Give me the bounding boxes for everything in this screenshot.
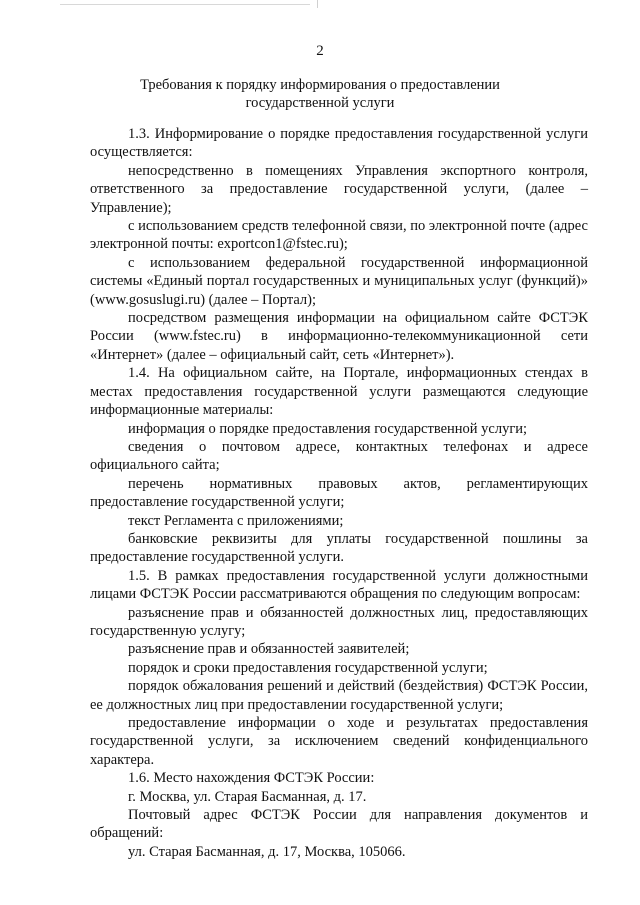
document-body [90, 125, 588, 861]
paragraph-applicant-rights: разъяснение прав и обязанностей заявителей; [128, 641, 410, 658]
paragraph-bank-details: банковские реквизиты для уплаты государственной пошлины за предоставление государственной услуги. [90, 530, 588, 566]
paragraph-appeal: порядок обжалования решений и действий (бездействия) ФСТЭК России, ее должностных лиц при предоставлении государственной услуги; [90, 678, 588, 713]
paragraph-city-address: г. Москва, ул. Старая Басманная, д. 17. [128, 788, 367, 805]
paragraph-contacts: сведения о почтовом адресе, контактных телефонах и адресе официального сайта; [90, 438, 588, 474]
section-title-line-2: государственной услуги [245, 95, 395, 111]
paragraph-portal: с использованием федеральной государственной информационной системы «Единый портал государственных и муниципальных услуг (функций)» (www.gosuslugi.ru) (далее – Портал); [90, 254, 588, 308]
paragraph-progress-info: предоставление информации о ходе и результатах предоставления государственной услуги, за исключением сведений конфиденциального характера. [90, 715, 588, 768]
paragraph-official-site: посредством размещения информации на официальном сайте ФСТЭК России (www.fstec.ru) в информационно-телекоммуникационной сети «Интернет» (далее – официальный сайт, сеть «Интернет»). [90, 310, 588, 363]
section-title [90, 76, 550, 112]
scan-edge-mark [317, 0, 318, 8]
scan-edge-line [60, 4, 310, 5]
paragraph-regulation-text: текст Регламента с приложениями; [128, 512, 344, 529]
paragraph-postal-address: ул. Старая Басманная, д. 17, Москва, 105066. [128, 843, 406, 860]
paragraph-official-rights: разъяснение прав и обязанностей должностных лиц, предоставляющих государственную услугу; [90, 604, 588, 639]
paragraph-1-6-location: 1.6. Место нахождения ФСТЭК России: [128, 770, 375, 787]
paragraph-1-5-intro: 1.5. В рамках предоставления государственной услуги должностными лицами ФСТЭК России рассматриваются обращения по следующим вопросам: [90, 567, 588, 603]
paragraph-procedure-terms: порядок и сроки предоставления государственной услуги; [128, 659, 488, 676]
paragraph-postal-address-intro: Почтовый адрес ФСТЭК России для направления документов и обращений: [90, 807, 588, 842]
paragraph-legal-acts: перечень нормативных правовых актов, регламентирующих предоставление государственной услуги; [90, 475, 588, 511]
paragraph-info-procedure: информация о порядке предоставления государственной услуги; [128, 420, 528, 437]
paragraph-in-premises: непосредственно в помещениях Управления экспортного контроля, ответственного за предоставление государственной услуги, (далее – Управление); [90, 162, 588, 216]
paragraph-1-3-intro: 1.3. Информирование о порядке предоставления государственной услуги осуществляется: [90, 126, 588, 161]
section-title-line-1: Требования к порядку информирования о предоставлении [140, 77, 500, 93]
page-number: 2 [316, 43, 324, 59]
paragraph-1-4-intro: 1.4. На официальном сайте, на Портале, информационных стендах в местах предоставления государственной услуги размещаются следующие информационные материалы: [90, 365, 588, 419]
paragraph-phone-email: с использованием средств телефонной связи, по электронной почте (адрес электронной почты: exportcon1@fstec.ru); [90, 218, 588, 253]
